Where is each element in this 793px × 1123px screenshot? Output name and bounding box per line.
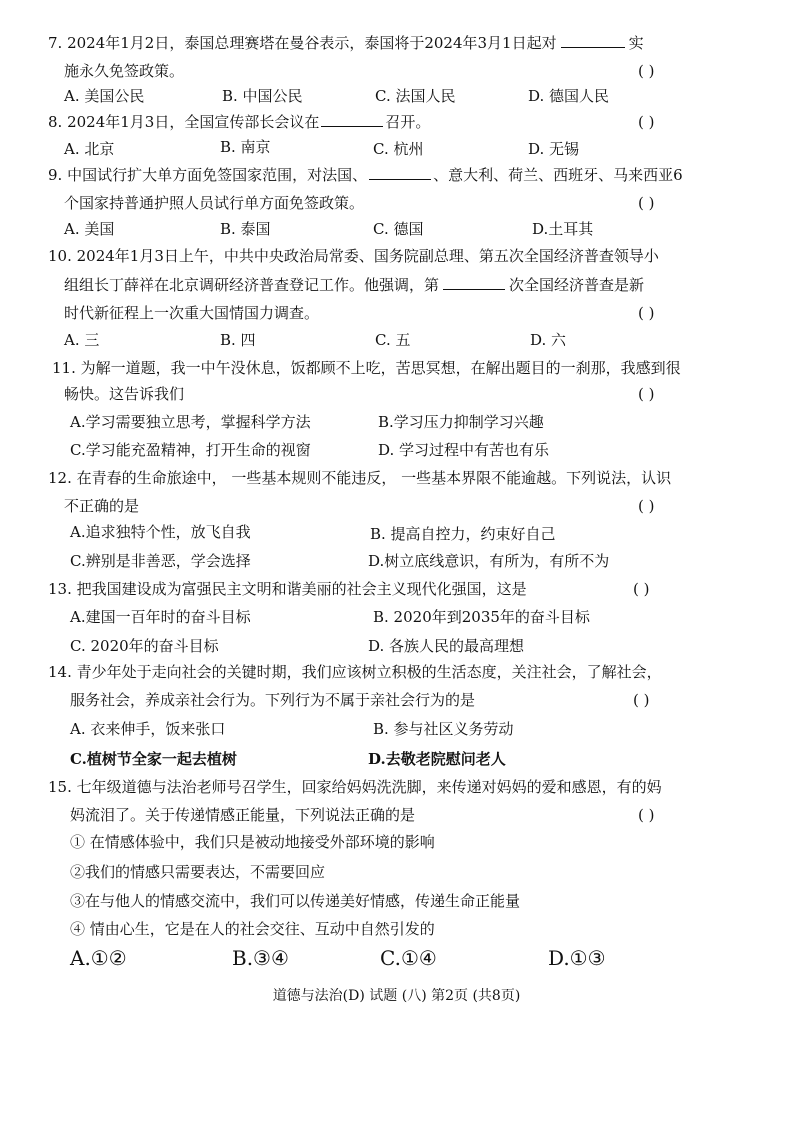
q9-stem-line1 <box>48 165 683 185</box>
q12-stem-line2: 不正确的是 <box>64 497 140 515</box>
q10-text-b: 次全国经济普查是新 <box>509 276 645 294</box>
q8-answer-blank <box>321 112 383 127</box>
q10-answer-blank <box>443 275 505 290</box>
q7-text-a: 7. 2024年1月2日，泰国总理赛塔在曼谷表示，泰国将于2024年3月1日起对 <box>48 34 557 52</box>
q8-option-d: D. 无锡 <box>528 140 580 158</box>
q15-statement-4: ④ 情由心生，它是在人的社会交往、互动中自然引发的 <box>70 920 435 938</box>
q10-option-a: A. 三 <box>64 331 100 349</box>
q15-stem-line1: 15. 七年级道德与法治老师号召学生，回家给妈妈洗洗脚，来传递对妈妈的爱和感恩，有的妈 <box>48 778 662 796</box>
q11-option-d: D. 学习过程中有苦也有乐 <box>378 441 550 459</box>
q7-answer-paren: ( ) <box>638 62 655 80</box>
q8-answer-paren: ( ) <box>638 113 655 131</box>
q15-stem-line2: 妈流泪了。关于传递情感正能量，下列说法正确的是 <box>70 806 416 824</box>
q14-option-b: B. 参与社区义务劳动 <box>373 720 514 738</box>
q7-option-b: B. 中国公民 <box>222 87 303 105</box>
q15-option-d: D.①③ <box>548 946 606 970</box>
q10-answer-paren: ( ) <box>638 304 655 322</box>
q14-stem-line1: 14. 青少年处于走向社会的关键时期，我们应该树立积极的生活态度，关注社会，了解社会， <box>48 663 662 681</box>
q8-text-a: 8. 2024年1月3日，全国宣传部长会议在 <box>48 113 320 131</box>
q9-stem-line2: 个国家持普通护照人员试行单方面免签政策。 <box>64 194 365 212</box>
q9-option-c: C. 德国 <box>373 220 424 238</box>
q7-stem-line2: 施永久免签政策。 <box>64 62 185 80</box>
q7-option-a: A. 美国公民 <box>64 87 145 105</box>
q15-option-a: A.①② <box>70 946 127 970</box>
q13-option-d: D. 各族人民的最高理想 <box>368 637 525 655</box>
q10-option-d: D. 六 <box>530 331 567 349</box>
q9-text-a: 9. 中国试行扩大单方面免签国家范围，对法国、 <box>48 166 368 184</box>
q8-option-c: C. 杭州 <box>373 140 424 158</box>
q10-text-a: 组组长丁薛祥在北京调研经济普查登记工作。他强调，第 <box>64 276 440 294</box>
q8-stem-line1 <box>48 112 430 132</box>
q12-stem-line1: 12. 在青春的生命旅途中， 一些基本规则不能违反， 一些基本界限不能逾越。下列说法，认识 <box>48 469 672 487</box>
q11-stem-line1: 11. 为解一道题，我一中午没休息，饭都顾不上吃，苦思冥想，在解出题目的一刹那，我感到很 <box>52 359 681 377</box>
q9-text-b: 、意大利、荷兰、西班牙、马来西亚6 <box>433 166 683 184</box>
q11-answer-paren: ( ) <box>638 385 655 403</box>
q7-text-b: 实 <box>628 34 644 52</box>
q9-option-d: D.土耳其 <box>532 220 594 238</box>
q15-statement-2: ②我们的情感只需要表达，不需要回应 <box>70 863 326 881</box>
q14-option-d: D.去敬老院慰问老人 <box>368 750 506 768</box>
q7-option-d: D. 德国人民 <box>528 87 610 105</box>
q13-answer-paren: ( ) <box>633 580 650 598</box>
q12-option-c: C.辨别是非善恶，学会选择 <box>70 552 251 570</box>
q12-option-d: D.树立底线意识，有所为，有所不为 <box>368 552 610 570</box>
q11-option-c: C.学习能充盈精神，打开生命的视窗 <box>70 441 311 459</box>
q7-option-c: C. 法国人民 <box>375 87 456 105</box>
q13-option-a: A.建国一百年时的奋斗目标 <box>70 608 251 626</box>
q10-stem-line2 <box>64 275 644 295</box>
q13-option-c: C. 2020年的奋斗目标 <box>70 637 219 655</box>
q8-option-a: A. 北京 <box>64 140 115 158</box>
q13-stem-line1: 13. 把我国建设成为富强民主文明和谐美丽的社会主义现代化强国，这是 <box>48 580 527 598</box>
q15-statement-1: ① 在情感体验中，我们只是被动地接受外部环境的影响 <box>70 833 435 851</box>
q14-option-a: A. 衣来伸手，饭来张口 <box>70 720 226 738</box>
q9-answer-paren: ( ) <box>638 194 655 212</box>
q10-stem-line1: 10. 2024年1月3日上午，中共中央政治局常委、国务院副总理、第五次全国经济普查领导小 <box>48 247 659 265</box>
q14-answer-paren: ( ) <box>633 691 650 709</box>
q15-answer-paren: ( ) <box>638 806 655 824</box>
q12-answer-paren: ( ) <box>638 497 655 515</box>
q9-option-a: A. 美国 <box>64 220 115 238</box>
q11-option-b: B.学习压力抑制学习兴趣 <box>378 413 544 431</box>
q9-answer-blank <box>369 165 431 180</box>
q8-option-b: B. 南京 <box>220 138 271 156</box>
q15-option-b: B.③④ <box>232 946 289 970</box>
q11-stem-line2: 畅快。这告诉我们 <box>64 385 185 403</box>
q12-option-a: A.追求独特个性，放飞自我 <box>70 523 251 541</box>
q10-option-c: C. 五 <box>375 331 411 349</box>
q7-answer-blank <box>561 33 625 48</box>
q13-option-b: B. 2020年到2035年的奋斗目标 <box>373 608 590 626</box>
q9-option-b: B. 泰国 <box>220 220 271 238</box>
q11-option-a: A.学习需要独立思考，掌握科学方法 <box>70 413 311 431</box>
q8-text-b: 召开。 <box>385 113 431 131</box>
q15-option-c: C.①④ <box>380 946 437 970</box>
q14-stem-line2: 服务社会，养成亲社会行为。下列行为不属于亲社会行为的是 <box>70 691 476 709</box>
q15-statement-3: ③在与他人的情感交流中，我们可以传递美好情感，传递生命正能量 <box>70 892 521 910</box>
q14-option-c: C.植树节全家一起去植树 <box>70 750 237 768</box>
page-footer: 道德与法治(D) 试题 (八) 第2页 (共8页) <box>272 988 521 1004</box>
q10-option-b: B. 四 <box>220 331 256 349</box>
q12-option-b: B. 提高自控力，约束好自己 <box>370 525 556 543</box>
q7-stem-line1 <box>48 33 644 53</box>
q10-stem-line3: 时代新征程上一次重大国情国力调查。 <box>64 304 320 322</box>
